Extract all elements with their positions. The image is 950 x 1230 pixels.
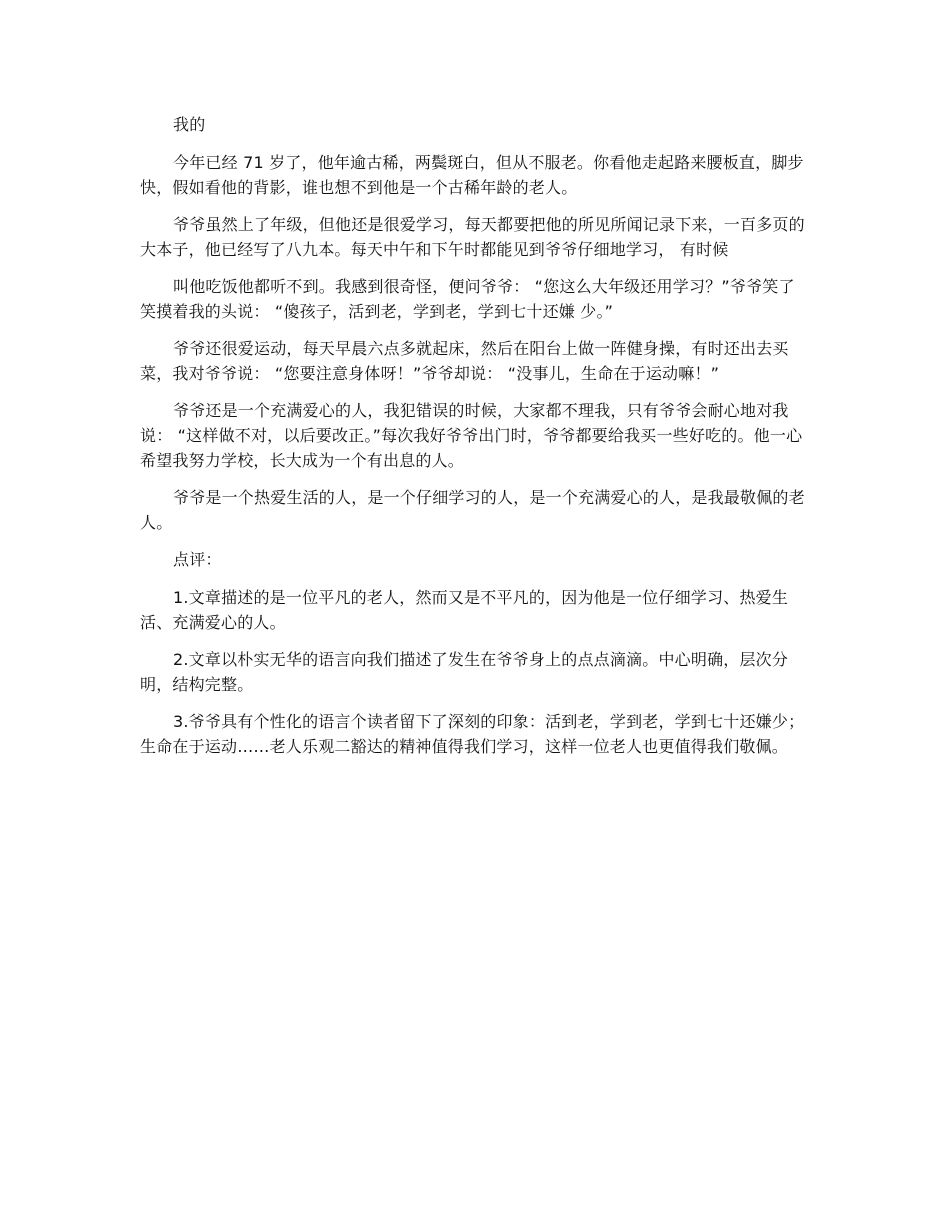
paragraph-learning-continued: 叫他吃饭他都听不到。我感到很奇怪，便问爷爷： “您这么大年级还用学习？”爷爷笑了笑摸着我的头说： “傻孩子，活到老，学到老，学到七十还嫌 少。” [140,277,795,321]
essay-title: 我的 [173,115,206,134]
paragraph-exercise: 爷爷还很爱运动，每天早晨六点多就起床，然后在阳台上做一阵健身操，有时还出去买菜，我对爷爷说： “您要注意身体呀！”爷爷却说： “没事儿，生命在于运动嘛！” [140,339,789,383]
paragraph-conclusion: 爷爷是一个热爱生活的人，是一个仔细学习的人，是一个充满爱心的人，是我最敬佩的老人。 [140,488,805,532]
paragraph-intro: 今年已经 71 岁了，他年逾古稀，两鬓斑白，但从不服老。你看他走起路来腰板直，脚步快，假如看他的背影，谁也想不到他是一个古稀年龄的老人。 [140,153,804,197]
paragraph-caring: 爷爷还是一个充满爱心的人，我犯错误的时候，大家都不理我，只有爷爷会耐心地对我说： “这样做不对，以后要改正。”每次我好爷爷出门时，爷爷都要给我买一些好吃的。他一心希望我努力学校，长大成为一个有出息的人。 [140,401,803,470]
comment-item-3: 3.爷爷具有个性化的语言个读者留下了深刻的印象：活到老，学到老，学到七十还嫌少；生命在于运动……老人乐观二豁达的精神值得我们学习，这样一位老人也更值得我们敬佩。 [140,712,805,756]
comment-item-1: 1.文章描述的是一位平凡的老人，然而又是不平凡的，因为他是一位仔细学习、热爱生活、充满爱心的人。 [140,588,789,632]
comment-heading: 点评： [173,550,222,569]
paragraph-learning: 爷爷虽然上了年级，但他还是很爱学习，每天都要把他的所见所闻记录下来，一百多页的大本子，他已经写了八九本。每天中午和下午时都能见到爷爷仔细地学习， 有时候 [140,215,805,259]
comment-item-2: 2.文章以朴实无华的语言向我们描述了发生在爷爷身上的点点滴滴。中心明确，层次分明，结构完整。 [140,650,789,694]
